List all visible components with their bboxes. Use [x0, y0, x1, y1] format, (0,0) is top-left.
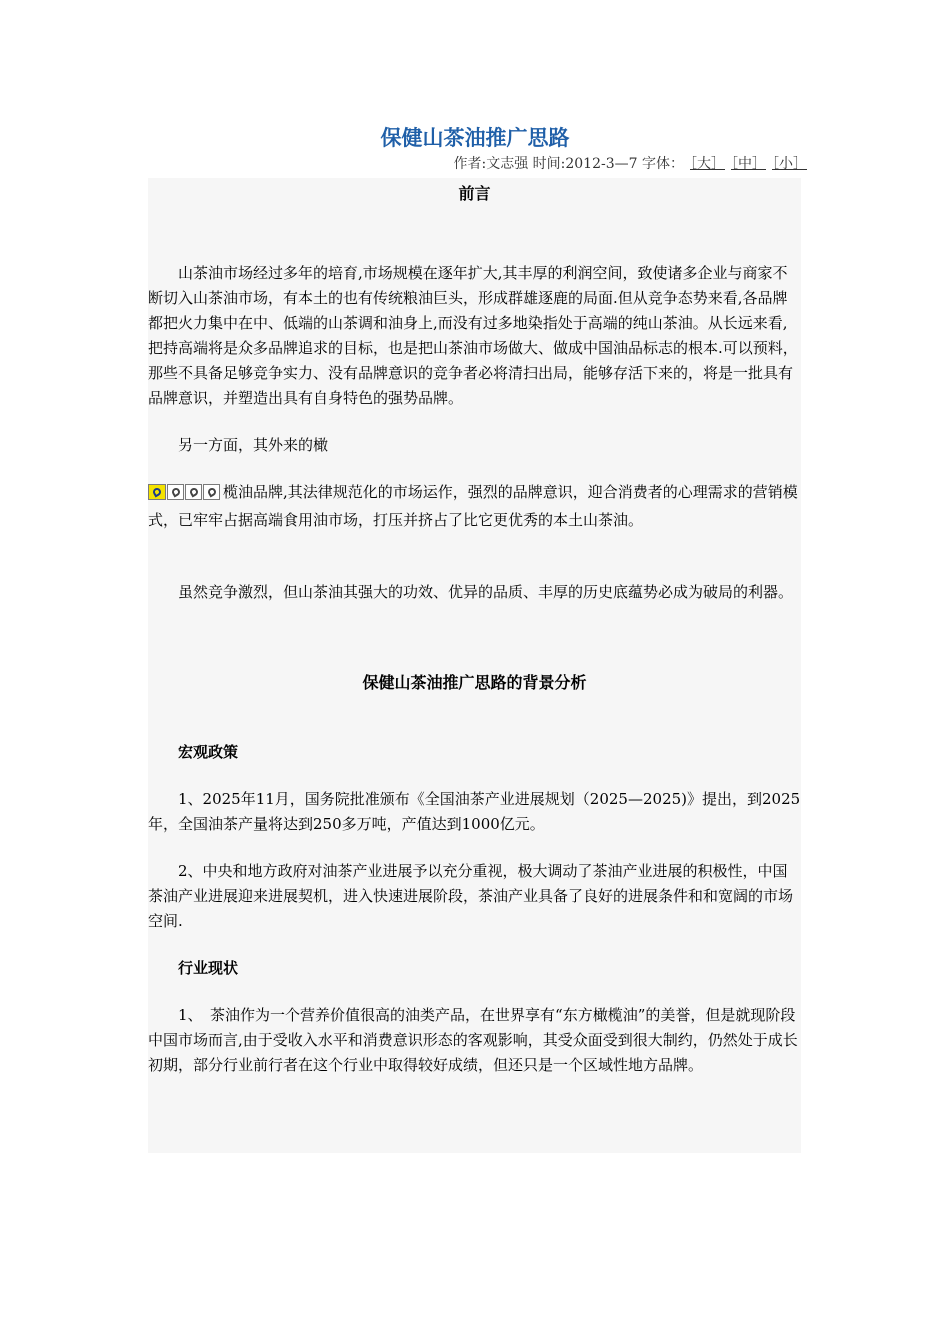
article-content	[148, 178, 801, 1078]
macro-policy-heading: 宏观政策	[178, 743, 239, 761]
macro-paragraph-2: 2、中央和地方政府对油茶产业进展予以充分重视，极大调动了茶油产业进展的积极性，中国茶油产业进展迎来进展契机，进入快速进展阶段，茶油产业具备了良好的进展条件和和宽阔的市场空间.	[148, 862, 794, 930]
preface-paragraph-2: 另一方面，其外来的橄	[178, 436, 329, 454]
macro-paragraph-1: 1、2025年11月，国务院批准颁布《全国油茶产业进展规划（2025—2025)》提出，到2025年，全国油茶产量将达到250多万吨，产值达到1000亿元。	[148, 790, 801, 833]
preface-paragraph-3-text: 榄油品牌,其法律规范化的市场运作，强烈的品牌意识，迎合消费者的心理需求的营销模式，已牢牢占据高端食用油市场，打压并挤占了比它更优秀的本土山茶油。	[148, 483, 798, 529]
font-size-medium-link[interactable]: ［中］	[731, 156, 766, 172]
font-size-large-link[interactable]: ［大］	[690, 156, 725, 172]
preface-heading: 前言	[458, 184, 491, 203]
industry-paragraph-1: 1、 茶油作为一个营养价值很高的油类产品，在世界享有“东方橄榄油”的美誉，但是就现阶段中国市场而言,由于受收入水平和消费意识形态的客观影响，其受众面受到很大制约，仍然处于成长初期，部分行业前行者在这个行业中取得较好成绩，但还只是一个区域性地方品牌。	[148, 1006, 798, 1074]
preface-paragraph-1: 山茶油市场经过多年的培育,市场规模在逐年扩大,其丰厚的利润空间，致使诸多企业与商家不断切入山茶油市场，有本土的也有传统粮油巨头，形成群雄逐鹿的局面.但从竞争态势来看,各品牌都把火力集中在中、低端的山茶调和油身上,而没有过多地染指处于高端的纯山茶油。从长远来看,把持高端将是众多品牌追求的目标，也是把山茶油市场做大、做成中国油品标志的根本.可以预料，那些不具备足够竞争实力、没有品牌意识的竞争者必将清扫出局，能够存活下来的，将是一批具有品牌意识，并塑造出具有自身特色的强势品牌。	[148, 264, 798, 407]
edit-icon	[148, 484, 166, 500]
preface-paragraph-4: 虽然竞争激烈，但山茶油其强大的功效、优异的品质、丰厚的历史底蕴势必成为破局的利器。	[178, 583, 794, 601]
article-meta	[453, 153, 807, 173]
document-title: 保健山茶油推广思路	[380, 126, 570, 150]
industry-status-heading: 行业现状	[178, 959, 239, 977]
font-size-small-link[interactable]: ［小］	[772, 156, 807, 172]
author-date-label: 作者:文志强 时间:2012-3—7 字体：	[453, 156, 684, 172]
link-icon	[185, 484, 202, 500]
preface-paragraph-3	[148, 480, 801, 533]
link-icon	[167, 484, 184, 500]
toolbar-icons	[148, 483, 221, 508]
article-panel	[148, 178, 801, 1153]
link-icon	[203, 484, 220, 500]
background-heading: 保健山茶油推广思路的背景分析	[362, 673, 587, 692]
